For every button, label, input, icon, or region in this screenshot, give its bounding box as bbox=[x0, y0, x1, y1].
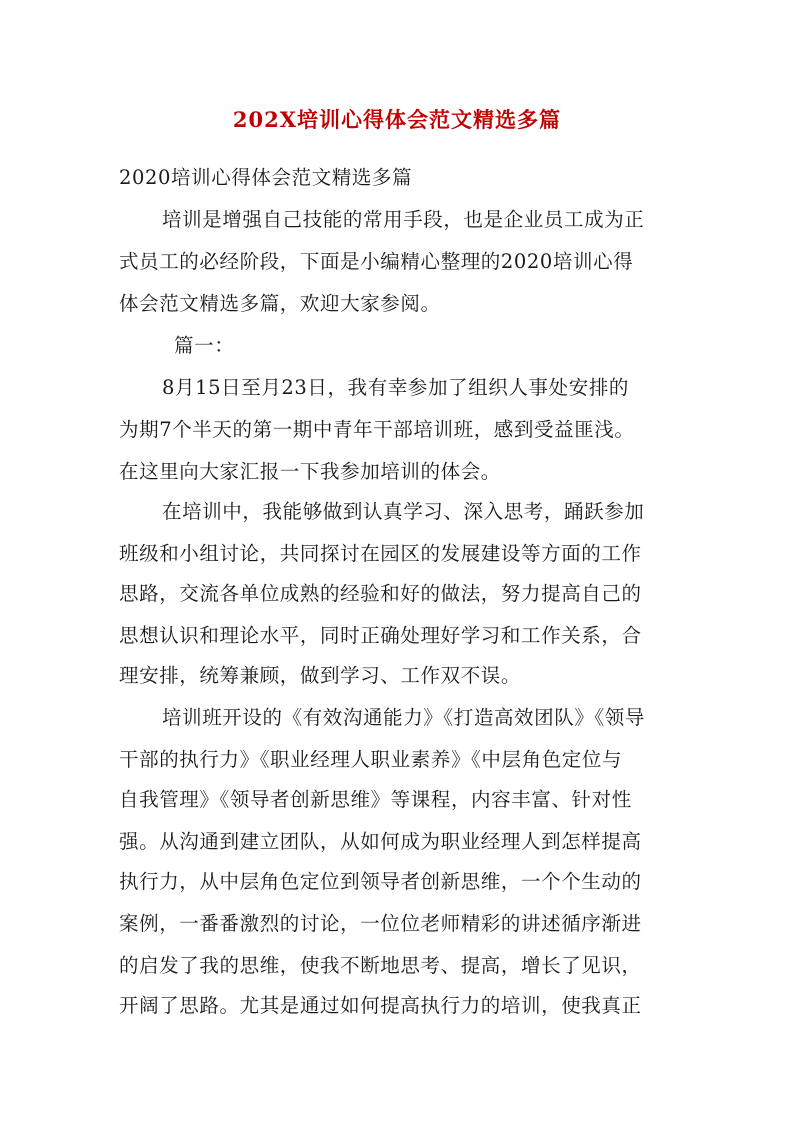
body-line: 思路，交流各单位成熟的经验和好的做法，努力提高自己的 bbox=[119, 582, 642, 605]
body-line: 开阔了思路。尤其是通过如何提高执行力的培训，使我真正 bbox=[119, 994, 642, 1017]
body-line: 为期7个半天的第一期中青年干部培训班，感到受益匪浅。 bbox=[119, 418, 635, 441]
body-line: 培训班开设的《有效沟通能力》《打造高效团队》《领导 bbox=[162, 706, 646, 729]
body-line: 理安排，统筹兼顾，做到学习、工作双不误。 bbox=[119, 664, 522, 687]
body-line: 干部的执行力》《职业经理人职业素养》《中层角色定位与 bbox=[119, 748, 623, 771]
body-line: 的启发了我的思维，使我不断地思考、提高，增长了见识， bbox=[119, 954, 642, 977]
body-line: 案例，一番番激烈的讨论，一位位老师精彩的讲述循序渐进 bbox=[119, 912, 642, 935]
body-line: 在这里向大家汇报一下我参加培训的体会。 bbox=[119, 460, 501, 483]
body-line: 班级和小组讨论，共同探讨在园区的发展建设等方面的工作 bbox=[119, 542, 642, 565]
body-line: 2020培训心得体会范文精选多篇 bbox=[119, 166, 413, 189]
body-line: 执行力，从中层角色定位到领导者创新思维，一个个生动的 bbox=[119, 870, 642, 893]
body-line: 思想认识和理论水平，同时正确处理好学习和工作关系，合 bbox=[119, 624, 642, 647]
body-line: 8月15日至月23日，我有幸参加了组织人事处安排的 bbox=[162, 376, 630, 399]
section-heading: 篇一： bbox=[174, 334, 235, 357]
body-line: 自我管理》《领导者创新思维》等课程，内容丰富、针对性 bbox=[119, 788, 632, 811]
body-line: 式员工的必经阶段，下面是小编精心整理的2020培训心得 bbox=[119, 250, 634, 273]
body-line: 体会范文精选多篇，欢迎大家参阅。 bbox=[119, 292, 441, 315]
body-line: 强。从沟通到建立团队，从如何成为职业经理人到怎样提高 bbox=[119, 830, 642, 853]
document-title: 202X培训心得体会范文精选多篇 bbox=[232, 107, 562, 132]
body-line: 在培训中，我能够做到认真学习、深入思考，踊跃参加 bbox=[162, 500, 645, 523]
body-line: 培训是增强自己技能的常用手段，也是企业员工成为正 bbox=[162, 208, 645, 231]
